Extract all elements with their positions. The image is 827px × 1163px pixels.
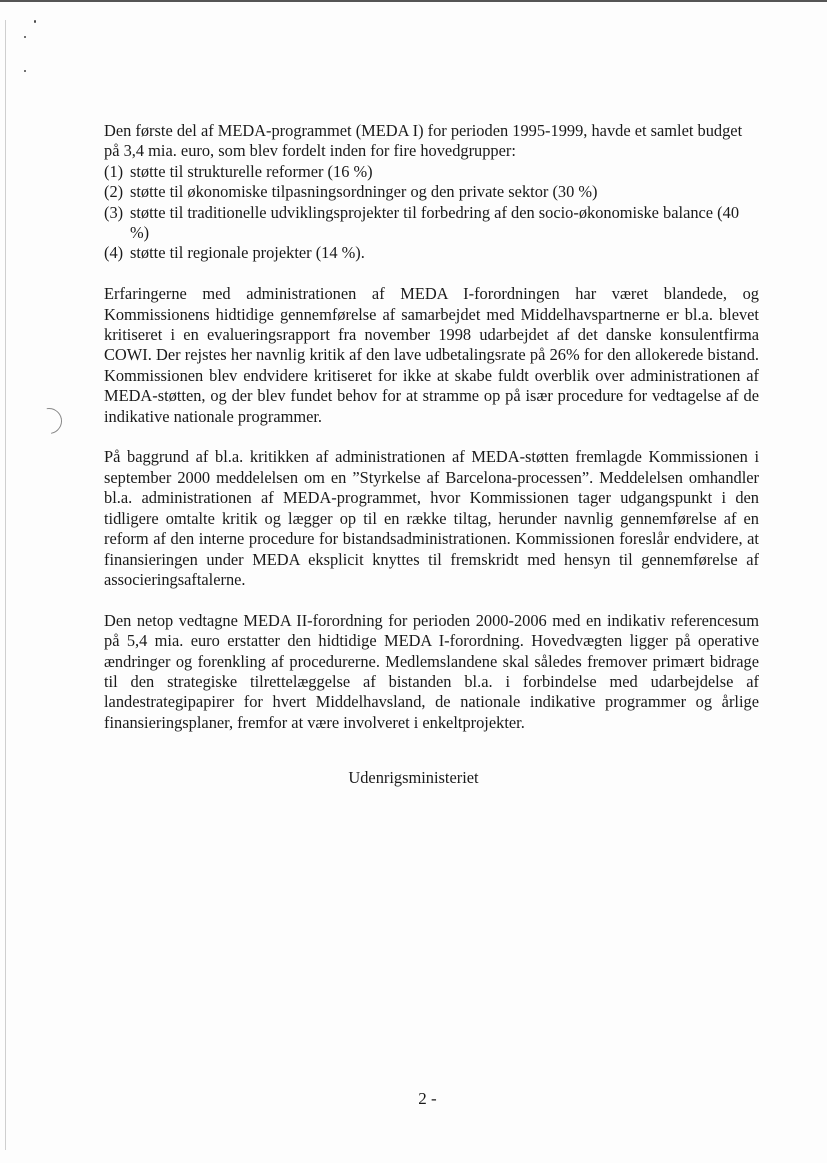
list-item (104, 243, 759, 263)
list-item (104, 182, 759, 202)
document-body (104, 121, 759, 733)
page-number: 2 - (418, 1089, 437, 1108)
list-item-text: støtte til regionale projekter (14 %). (130, 243, 365, 263)
list-item (104, 162, 759, 182)
intro-paragraph: Den første del af MEDA-programmet (MEDA I) for perioden 1995-1999, havde et samlet budget på 3,4 mia. euro, som blev fordelt inden for fire hovedgrupper: (104, 121, 743, 161)
punch-hole-mark (31, 403, 67, 439)
signature: Udenrigsministeriet (348, 768, 479, 787)
budget-groups-list (104, 162, 759, 264)
paragraph-experiences: Erfaringerne med administrationen af MEDA I-forordningen har været blandede, og Kommissionens hidtidige gennemførelse af samarbejdet med Middelhavspartnerne er bl.a. blevet kritiseret i en evalueringsrapport fra november 1998 udarbejdet af det danske konsulentfirma COWI. Der rejstes her navnlig kritik af den lave udbetalingsrate på 26% for den allokerede bistand. Kommissionen blev endvidere kritiseret for ikke at skabe fuldt overblik over administrationen af MEDA-støtten, og der blev fundet behov for at stramme op på især procedure for vedtagelse af de indikative nationale programmer. (104, 284, 759, 426)
list-item-text: støtte til traditionelle udviklingsprojekter til forbedring af den socio-økonomiske balance (40 %) (130, 202, 740, 243)
list-item-text: støtte til økonomiske tilpasningsordninger og den private sektor (30 %) (130, 182, 598, 202)
scan-speck (24, 70, 26, 72)
paragraph-commission-communication: På baggrund af bl.a. kritikken af administrationen af MEDA-støtten fremlagde Kommissionen i september 2000 meddelelsen om en ”Styrkelse af Barcelona-processen”. Meddelelsen omhandler bl.a. administrationen af MEDA-programmet, hvor Kommissionen tager udgangspunkt i den tidligere omtalte kritik og lægger op til en række tiltag, herunder navnlig gennemførelse af en reform af den interne procedure for bistandsadministrationen. Kommissionen foreslår endvidere, at finansieringen under MEDA eksplicit knyttes til fremskridt med hensyn til gennemførelse af associeringsaftalerne. (104, 447, 759, 589)
scan-top-edge (0, 0, 827, 2)
list-item-number: (3) (104, 202, 124, 222)
paragraph-meda-ii: Den netop vedtagne MEDA II-forordning for perioden 2000-2006 med en indikativ referencesum på 5,4 mia. euro erstatter den hidtidige MEDA I-forordning. Hovedvægten ligger på operative ændringer og forenkling af procedurerne. Medlemslandene skal således fremover primært bidrage til den strategiske tilrettelæggelse af bistanden bl.a. i forbindelse med udarbejdelse af landestrategipapirer for hvert Middelhavsland, de nationale indikative programmer og årlige finansieringsplaner, fremfor at være involveret i enkeltprojekter. (104, 610, 759, 732)
scan-speck (34, 20, 36, 23)
list-item (104, 203, 759, 244)
list-item-number: (4) (104, 243, 124, 263)
list-item-text: støtte til strukturelle reformer (16 %) (130, 161, 373, 181)
list-item-number: (2) (104, 182, 124, 202)
list-item-number: (1) (104, 161, 124, 181)
scan-left-edge (5, 20, 6, 1150)
scan-speck (24, 36, 26, 38)
